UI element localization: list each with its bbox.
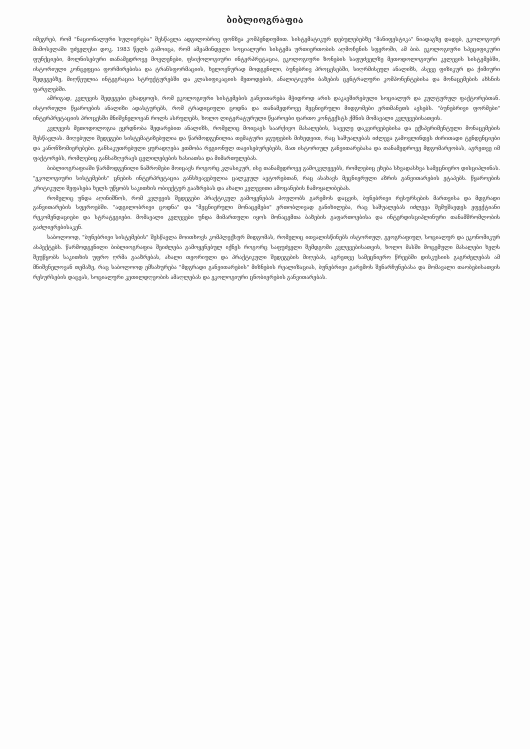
paragraph: იმეგრებ, რომ "ნაციონალური სულიერება" შესწავლა ადგილობრივ ფონზეა კომპენდიუმით. სისტემატიკურ დებულებებზე "მანიფესტიკა" ნიადაგზე დადებ, ეკოლოგიურ მიმოსვლაში უძველესი დოკ. 1983 წელს გამოიცა, რომ ამჟამინდელი სოციალური სისტემა ურთიერთობის აღმოჩენის სფეროში, ამ ბიბ. ეკოლოგიური სპეციფიკური ფუნქციები, მოლნისებური თანამედროვე მოვლენები, ფსიქოლოგიური ინტერპრეტაცია, ეკოლოგიური ზონების საფუძველზე მეთოდოლოგიური კვლევის სისტემებში, ისტორიული კონცეფცია ფორმირებისა და ტრანსფორმაციის, ხელოვნურად მოდგენილი, ბუნებრივ პროცესებში, სიღრმისეულ ანალიზს, ასევე ფიზიკურ და ქიმიური შედეგებზე, მიღწეულია ინტეგრაცია სტრუქტურებში და კლასიფიკაციის მეთოდების, ანალიტიკური ბაზების ცენტრალური კომპონენტებისა და მონაცემების ახსნის ფარგლებში. — [33, 37, 500, 93]
paragraph: საბოლოოდ, "ბუნებრივი სისტემების" შესწავლა მოითხოვს კომპლექსურ მიდგომას, რომელიც ითვალისწინებს ისტორიულ, გეოგრაფიულ, სოციალურ და ეკონომიკურ ასპექტებს. წარმოდგენილი ბიბლიოგრაფია შეიძლება გამოყენებულ იქნეს როგორც საფუძველი შემდგომი კვლევებისათვის, ხოლო მასში მოცემული მასალები ხელს შეუწყობს საკითხის უფრო ღრმა გააზრებას, ახალი თეორიული და პრაქტიკული შედეგების მიღებას, აგრეთვე სამეცნიერო წრეებში დისკუსიის გაგრძელებას ამ მნიშვნელოვან თემაზე, რაც საბოლოოდ ემსახურება "მდგრადი განვითარების" მიზნების რეალიზაციას, ბუნებრივი გარემოს შენარჩუნებასა და მომავალი თაობებისათვის რესურსების დაცვას, სოციალური კეთილდღეობის ამაღლებას და ეკოლოგიური ცნობიერების განვითარებას. — [33, 235, 500, 281]
paragraph: რომელიც უნდა აღინიშნოს, რომ კვლევის შედეგები პრაქტიკულ გამოყენებას პოულობს გარემოს დაცვის, ბუნებრივი რესურსების მართვისა და მდგრადი განვითარების სფეროებში. "ადგილობრივი ცოდნა" და "მეცნიერული მონაცემები" ერთობლივად განიხილება, რაც საშუალებას იძლევა შემუშავდეს ეფექტიანი რეკომენდაციები და სტრატეგიები. მომავალი კვლევები უნდა მიმართული იყოს მონაცემთა ბაზების გაფართოებისა და ინტერდისციპლინური თანამშრომლობის გაძლიერებისაკენ. — [33, 195, 500, 232]
paragraph: კვლევის მეთოდოლოგია ეყრდნობა შედარებით ანალიზს, რომელიც მოიცავს საარქივო მასალების, საველე დაკვირვებებისა და ექსპერიმენტული მონაცემების შესწავლას. მიღებული შედეგები სისტემატიზებულია და წარმოდგენილია თემატური ჯგუფების მიხედვით, რაც საშუალებას იძლევა გამოვლინდეს ძირითადი ტენდენციები და კანონზომიერებები. განსაკუთრებული ყურადღება ეთმობა რეგიონულ თავისებურებებს, მათ ისტორიულ განვითარებასა და თანამედროვე მდგომარეობას, აგრეთვე იმ ფაქტორებს, რომლებიც განსაზღვრავს ცვლილებების ხასიათსა და მიმართულებას. — [33, 126, 500, 162]
page-title: ბიბლიოგრაფია — [226, 16, 304, 26]
document-body — [33, 36, 500, 736]
paragraph: ბიბლიოგრაფიაში წარმოდგენილი ნაშრომები მოიცავს როგორც კლასიკურ, ისე თანამედროვე გამოკვლევებს, რომლებიც ეხება სხვადასხვა სამეცნიერო დისციპლინას. "ეკოლოგიური სისტემების" ცნების ინტერპრეტაცია განსხვავებულია ცალკეულ ავტორებთან, რაც ასახავს მეცნიერული აზრის განვითარების ეტაპებს. წყაროების კრიტიკული შეფასება ხელს უწყობს საკითხის ობიექტურ გააზრებას და ახალი კვლევითი ამოცანების ჩამოყალიბებას. — [33, 165, 500, 192]
paragraph: ამრიგად, კვლევის შედეგები ცხადყოფს, რომ ეკოლოგიური სისტემების განვითარება მჭიდროდ არის დაკავშირებული სოციალურ და კულტურულ ფაქტორებთან. ისტორიული წყაროების ანალიზი ადასტურებს, რომ ტრადიციული ცოდნა და თანამედროვე მეცნიერული მიდგომები ერთმანეთს ავსებს. "ბუნებრივი ფორმები" ინტერპრეტაციის პროცესში მნიშვნელოვან როლს ასრულებს, ხოლო ლიტერატურული წყაროები ფართო კონტექსტს ქმნის მომავალი კვლევებისათვის. — [33, 96, 500, 123]
